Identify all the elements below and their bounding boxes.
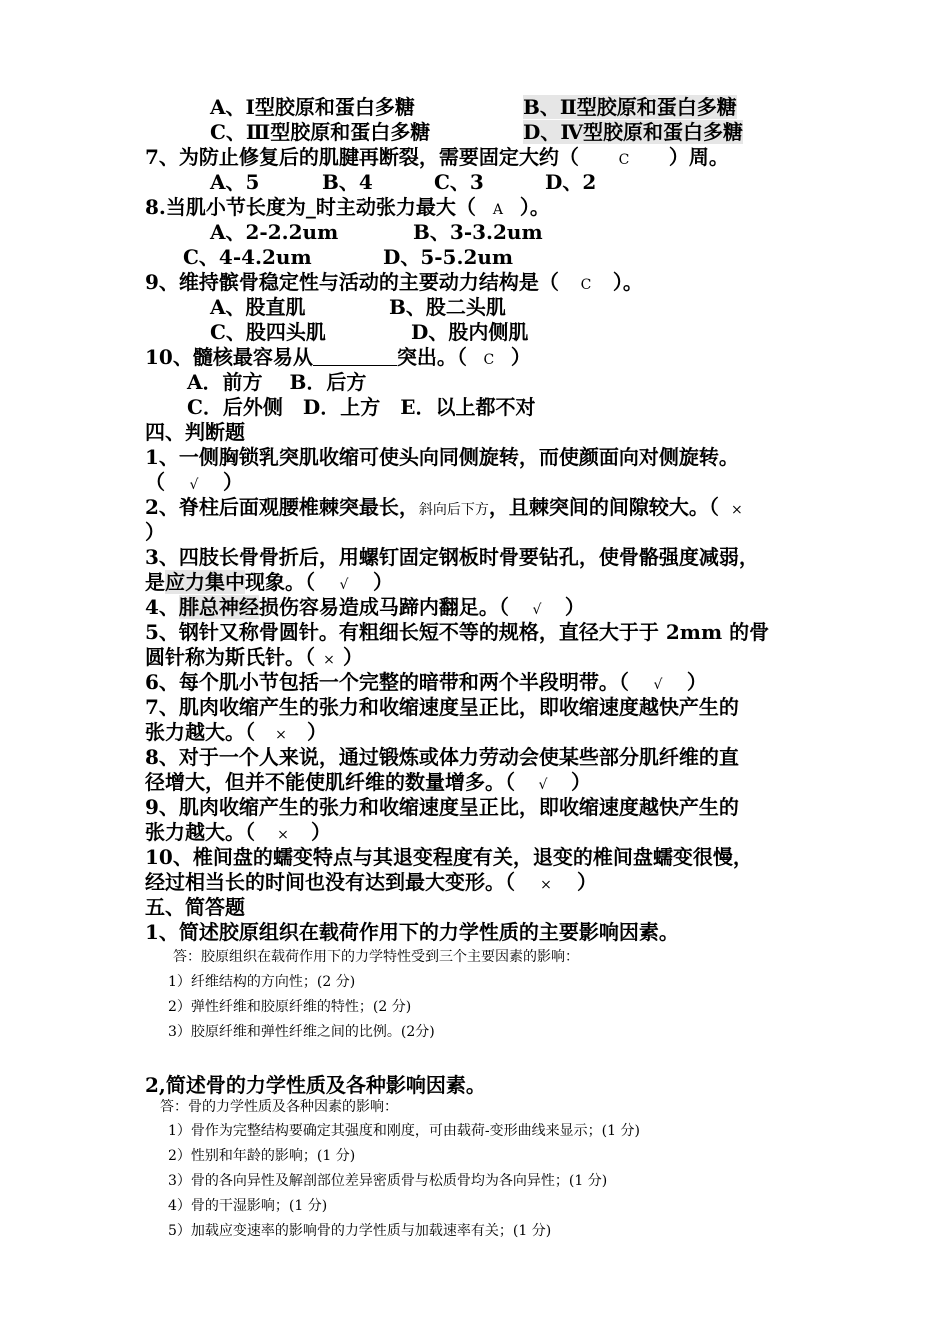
paren-close: ）: [571, 770, 591, 794]
judge-3-line-1: 3、四肢长骨骨折后，用螺钉固定钢板时骨要钻孔，使骨骼强度减弱，: [145, 545, 759, 569]
q7-option-a: A、5: [210, 170, 260, 194]
judge-2-text-2: ，且棘突间的间隙较大。（: [488, 495, 719, 519]
judge-4-number: 4、: [145, 595, 179, 619]
section-4-title: 四、判断题: [145, 420, 245, 444]
highlight: 应力集中: [165, 570, 245, 594]
q8-stem-end: ）。: [519, 195, 550, 219]
judge-6-text: 6、每个肌小节包括一个完整的暗带和两个半段明带。（: [145, 670, 629, 694]
judge-7-mark: ×: [275, 727, 287, 743]
judge-8-line-1: 8、对于一个人来说，通过锻炼或体力劳动会使某些部分肌纤维的直: [145, 745, 739, 769]
q7-answer: C: [618, 152, 630, 168]
q10-stem-end: ）: [510, 345, 531, 369]
q8-option-c: C、4-4.2um: [183, 245, 312, 269]
q9-answer: C: [580, 277, 592, 293]
judge-2-small-text: 斜向后下方: [418, 502, 489, 518]
judge-1-line-1: 1、一侧胸锁乳突肌收缩可使头向同侧旋转，而使颜面向对侧旋转。: [145, 445, 739, 469]
judge-9-mark: ×: [277, 827, 289, 843]
q10-options-cde: C．后外侧 D．上方 E．以上都不对: [187, 395, 536, 419]
short-answer-2-point-1: 1）骨作为完整结构要确定其强度和刚度，可由载荷-变形曲线来显示；(1 分): [168, 1123, 640, 1139]
q9-stem: [145, 272, 643, 292]
judge-5-text: 圆针称为斯氏针。（: [145, 645, 315, 669]
judge-1-mark: √: [189, 477, 199, 493]
paren-close: ）: [686, 670, 707, 694]
q7-stem-end: ）周。: [668, 145, 729, 169]
judge-1-line-2: [145, 472, 243, 492]
judge-9-text: 张力越大。（: [145, 820, 255, 844]
judge-3-mark: √: [339, 577, 349, 593]
q8-option-a: A、2-2.2um: [210, 220, 339, 244]
judge-8-line-2: [145, 772, 591, 792]
judge-2-line-1: [145, 497, 755, 517]
q7-option-b: B、4: [322, 170, 373, 194]
judge-3-text-2: 现象。（: [245, 570, 315, 594]
paren-close: ）: [577, 870, 597, 894]
q8-option-b: B、3-3.2um: [413, 220, 543, 244]
q10-stem-text: 10、髓核最容易从: [145, 345, 313, 369]
paren-close: ）: [223, 470, 243, 494]
q6-option-c: C、Ⅲ型胶原和蛋白多糖: [210, 120, 431, 144]
judge-10-line-1: 10、椎间盘的蠕变特点与其退变程度有关，退变的椎间盘蠕变很慢，: [145, 845, 753, 869]
judge-6-mark: √: [653, 677, 663, 693]
short-answer-1-point-2: 2）弹性纤维和胶原纤维的特性；(2 分): [168, 999, 412, 1015]
judge-7-text: 张力越大。（: [145, 720, 255, 744]
q9-stem-text: 9、维持髌骨稳定性与活动的主要动力结构是（: [145, 270, 559, 294]
short-answer-2-point-2: 2）性别和年龄的影响；(1 分): [168, 1148, 356, 1164]
highlight: D、Ⅳ型胶原和蛋白多糖: [523, 120, 744, 144]
paren-open: （: [145, 470, 165, 494]
judge-7-line-2: [145, 722, 327, 742]
q8-stem: [145, 197, 550, 217]
q10-stem-text-2: 突出。（: [396, 345, 467, 369]
q9-option-a: A、股直肌: [210, 295, 306, 319]
judge-9-line-2: [145, 822, 331, 842]
judge-2-mark: ×: [731, 502, 743, 518]
answer-blank: [313, 347, 397, 366]
paren-close: ）: [564, 595, 585, 619]
q10-answer: C: [483, 352, 495, 368]
short-answer-2-question: 2,简述骨的力学性质及各种影响因素。: [145, 1073, 486, 1097]
judge-4-mark: √: [532, 602, 542, 618]
judge-5-line-1: 5、钢针又称骨圆针。有粗细长短不等的规格，直径大于于 2mm 的骨: [145, 620, 770, 644]
q9-option-d: D、股内侧肌: [411, 320, 529, 344]
q8-option-d: D、5-5.2um: [383, 245, 514, 269]
q8-answer: A: [492, 202, 503, 218]
q6-option-a: A、Ⅰ型胶原和蛋白多糖: [210, 95, 415, 119]
short-answer-2-point-3: 3）骨的各向异性及解剖部位差异密质骨与松质骨均为各向异性；(1 分): [168, 1173, 608, 1189]
paren-close: ）: [311, 820, 331, 844]
q9-option-c: C、股四头肌: [210, 320, 326, 344]
q10-options-ab: A．前方 B．后方: [187, 370, 367, 394]
q6-option-d: [523, 122, 743, 142]
q9-option-b: B、股二头肌: [389, 295, 506, 319]
q7-stem: [145, 147, 729, 167]
q8-stem-text: 8.当肌小节长度为_时主动张力最大（: [145, 195, 476, 219]
section-5-title: 五、简答题: [145, 895, 245, 919]
judge-8-text: 径增大，但并不能使肌纤维的数量增多。（: [145, 770, 515, 794]
judge-4-text: 损伤容易造成马蹄内翻足。（: [258, 595, 509, 619]
judge-9-line-1: 9、肌肉收缩产生的张力和收缩速度呈正比，即收缩速度越快产生的: [145, 795, 739, 819]
judge-4-line: [145, 597, 585, 617]
judge-3-text: 是: [145, 570, 165, 594]
short-answer-1-question: 1、简述胶原组织在载荷作用下的力学性质的主要影响因素。: [145, 920, 679, 944]
short-answer-2-answer: 答：骨的力学性质及各种因素的影响：: [160, 1099, 398, 1115]
judge-5-line-2: [145, 647, 363, 667]
judge-3-line-2: [145, 572, 393, 592]
judge-5-mark: ×: [323, 652, 335, 668]
judge-6-line: [145, 672, 707, 692]
judge-10-mark: ×: [540, 877, 552, 893]
judge-8-mark: √: [538, 777, 548, 793]
judge-10-text: 经过相当长的时间也没有达到最大变形。（: [145, 870, 515, 894]
highlight: B、Ⅱ型胶原和蛋白多糖: [523, 95, 737, 119]
short-answer-2-point-4: 4）骨的干湿影响；(1 分): [168, 1198, 328, 1214]
paren-close: ）: [343, 645, 363, 669]
q7-option-c: C、3: [434, 170, 484, 194]
judge-2-text: 2、脊柱后面观腰椎棘突最长，: [145, 495, 419, 519]
q9-stem-end: ）。: [612, 270, 643, 294]
short-answer-1-point-1: 1）纤维结构的方向性；(2 分): [168, 974, 356, 990]
short-answer-1-point-3: 3）胶原纤维和弹性纤维之间的比例。(2分): [168, 1024, 435, 1040]
paren-close: ）: [373, 570, 393, 594]
q7-option-d: D、2: [545, 170, 597, 194]
short-answer-1-answer: 答：胶原组织在载荷作用下的力学特性受到三个主要因素的影响：: [173, 949, 579, 965]
highlight: 腓总神经: [178, 595, 259, 619]
q10-stem: [145, 347, 531, 367]
short-answer-2-point-5: 5）加载应变速率的影响骨的力学性质与加载速率有关；(1 分): [168, 1223, 552, 1239]
q7-stem-text: 7、为防止修复后的肌腱再断裂，需要固定大约（: [145, 145, 579, 169]
judge-10-line-2: [145, 872, 597, 892]
judge-2-line-2: ）: [145, 520, 165, 544]
judge-7-line-1: 7、肌肉收缩产生的张力和收缩速度呈正比，即收缩速度越快产生的: [145, 695, 739, 719]
q6-option-b: [523, 97, 737, 117]
paren-close: ）: [307, 720, 327, 744]
